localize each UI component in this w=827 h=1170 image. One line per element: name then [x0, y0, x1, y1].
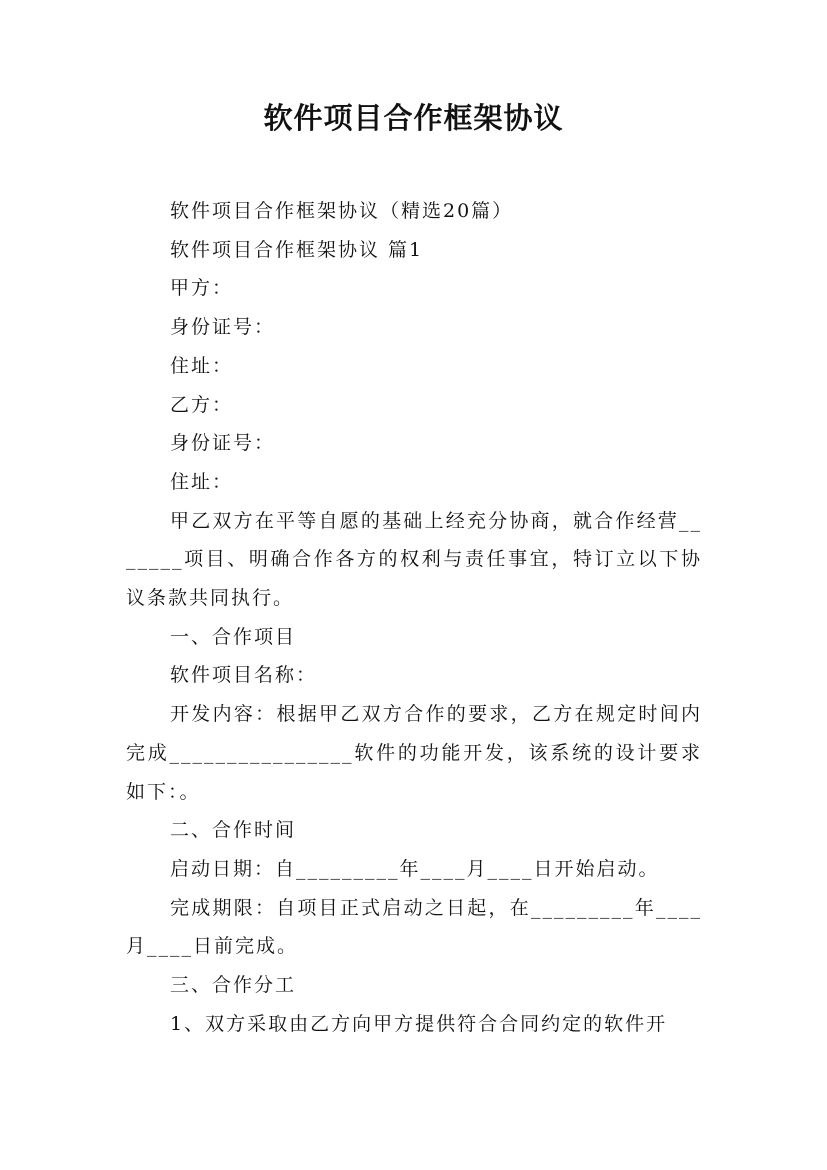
paragraph-heading-project: 一、合作项目: [170, 625, 297, 648]
paragraph-project-name: 软件项目名称：: [170, 664, 318, 687]
paragraph-heading-time: 二、合作时间: [170, 819, 297, 842]
paragraph-party-b: 乙方：: [170, 393, 234, 416]
paragraph-dev-content: 开发内容：根据甲乙双方合作的要求，乙方在规定时间内完成________________软件的功能开发，该系统的设计要求如下：。: [126, 703, 702, 803]
paragraph-heading-division: 三、合作分工: [170, 974, 297, 997]
paragraph-subtitle: 软件项目合作框架协议（精选20篇）: [170, 200, 514, 222]
paragraph-deadline: 完成期限：自项目正式启动之日起，在_________年____月____日前完成。: [126, 896, 702, 958]
paragraph-division-1: 1、双方采取由乙方向甲方提供符合合同约定的软件开: [170, 1012, 668, 1035]
paragraph-party-a: 甲方：: [170, 277, 234, 300]
paragraph-party-a-id: 身份证号：: [170, 316, 276, 339]
document-body: [126, 192, 702, 1043]
document-title: 软件项目合作框架协议: [263, 101, 564, 135]
paragraph-party-a-address: 住址：: [170, 354, 234, 377]
paragraph-start-date: 启动日期：自_________年____月____日开始启动。: [170, 857, 660, 880]
paragraph-section-heading: 软件项目合作框架协议 篇1: [170, 238, 424, 261]
paragraph-party-b-id: 身份证号：: [170, 432, 276, 455]
paragraph-party-b-address: 住址：: [170, 470, 234, 493]
paragraph-preamble: 甲乙双方在平等自愿的基础上经充分协商，就合作经营_______项目、明确合作各方的权利与责任事宜，特订立以下协议条款共同执行。: [126, 509, 702, 610]
